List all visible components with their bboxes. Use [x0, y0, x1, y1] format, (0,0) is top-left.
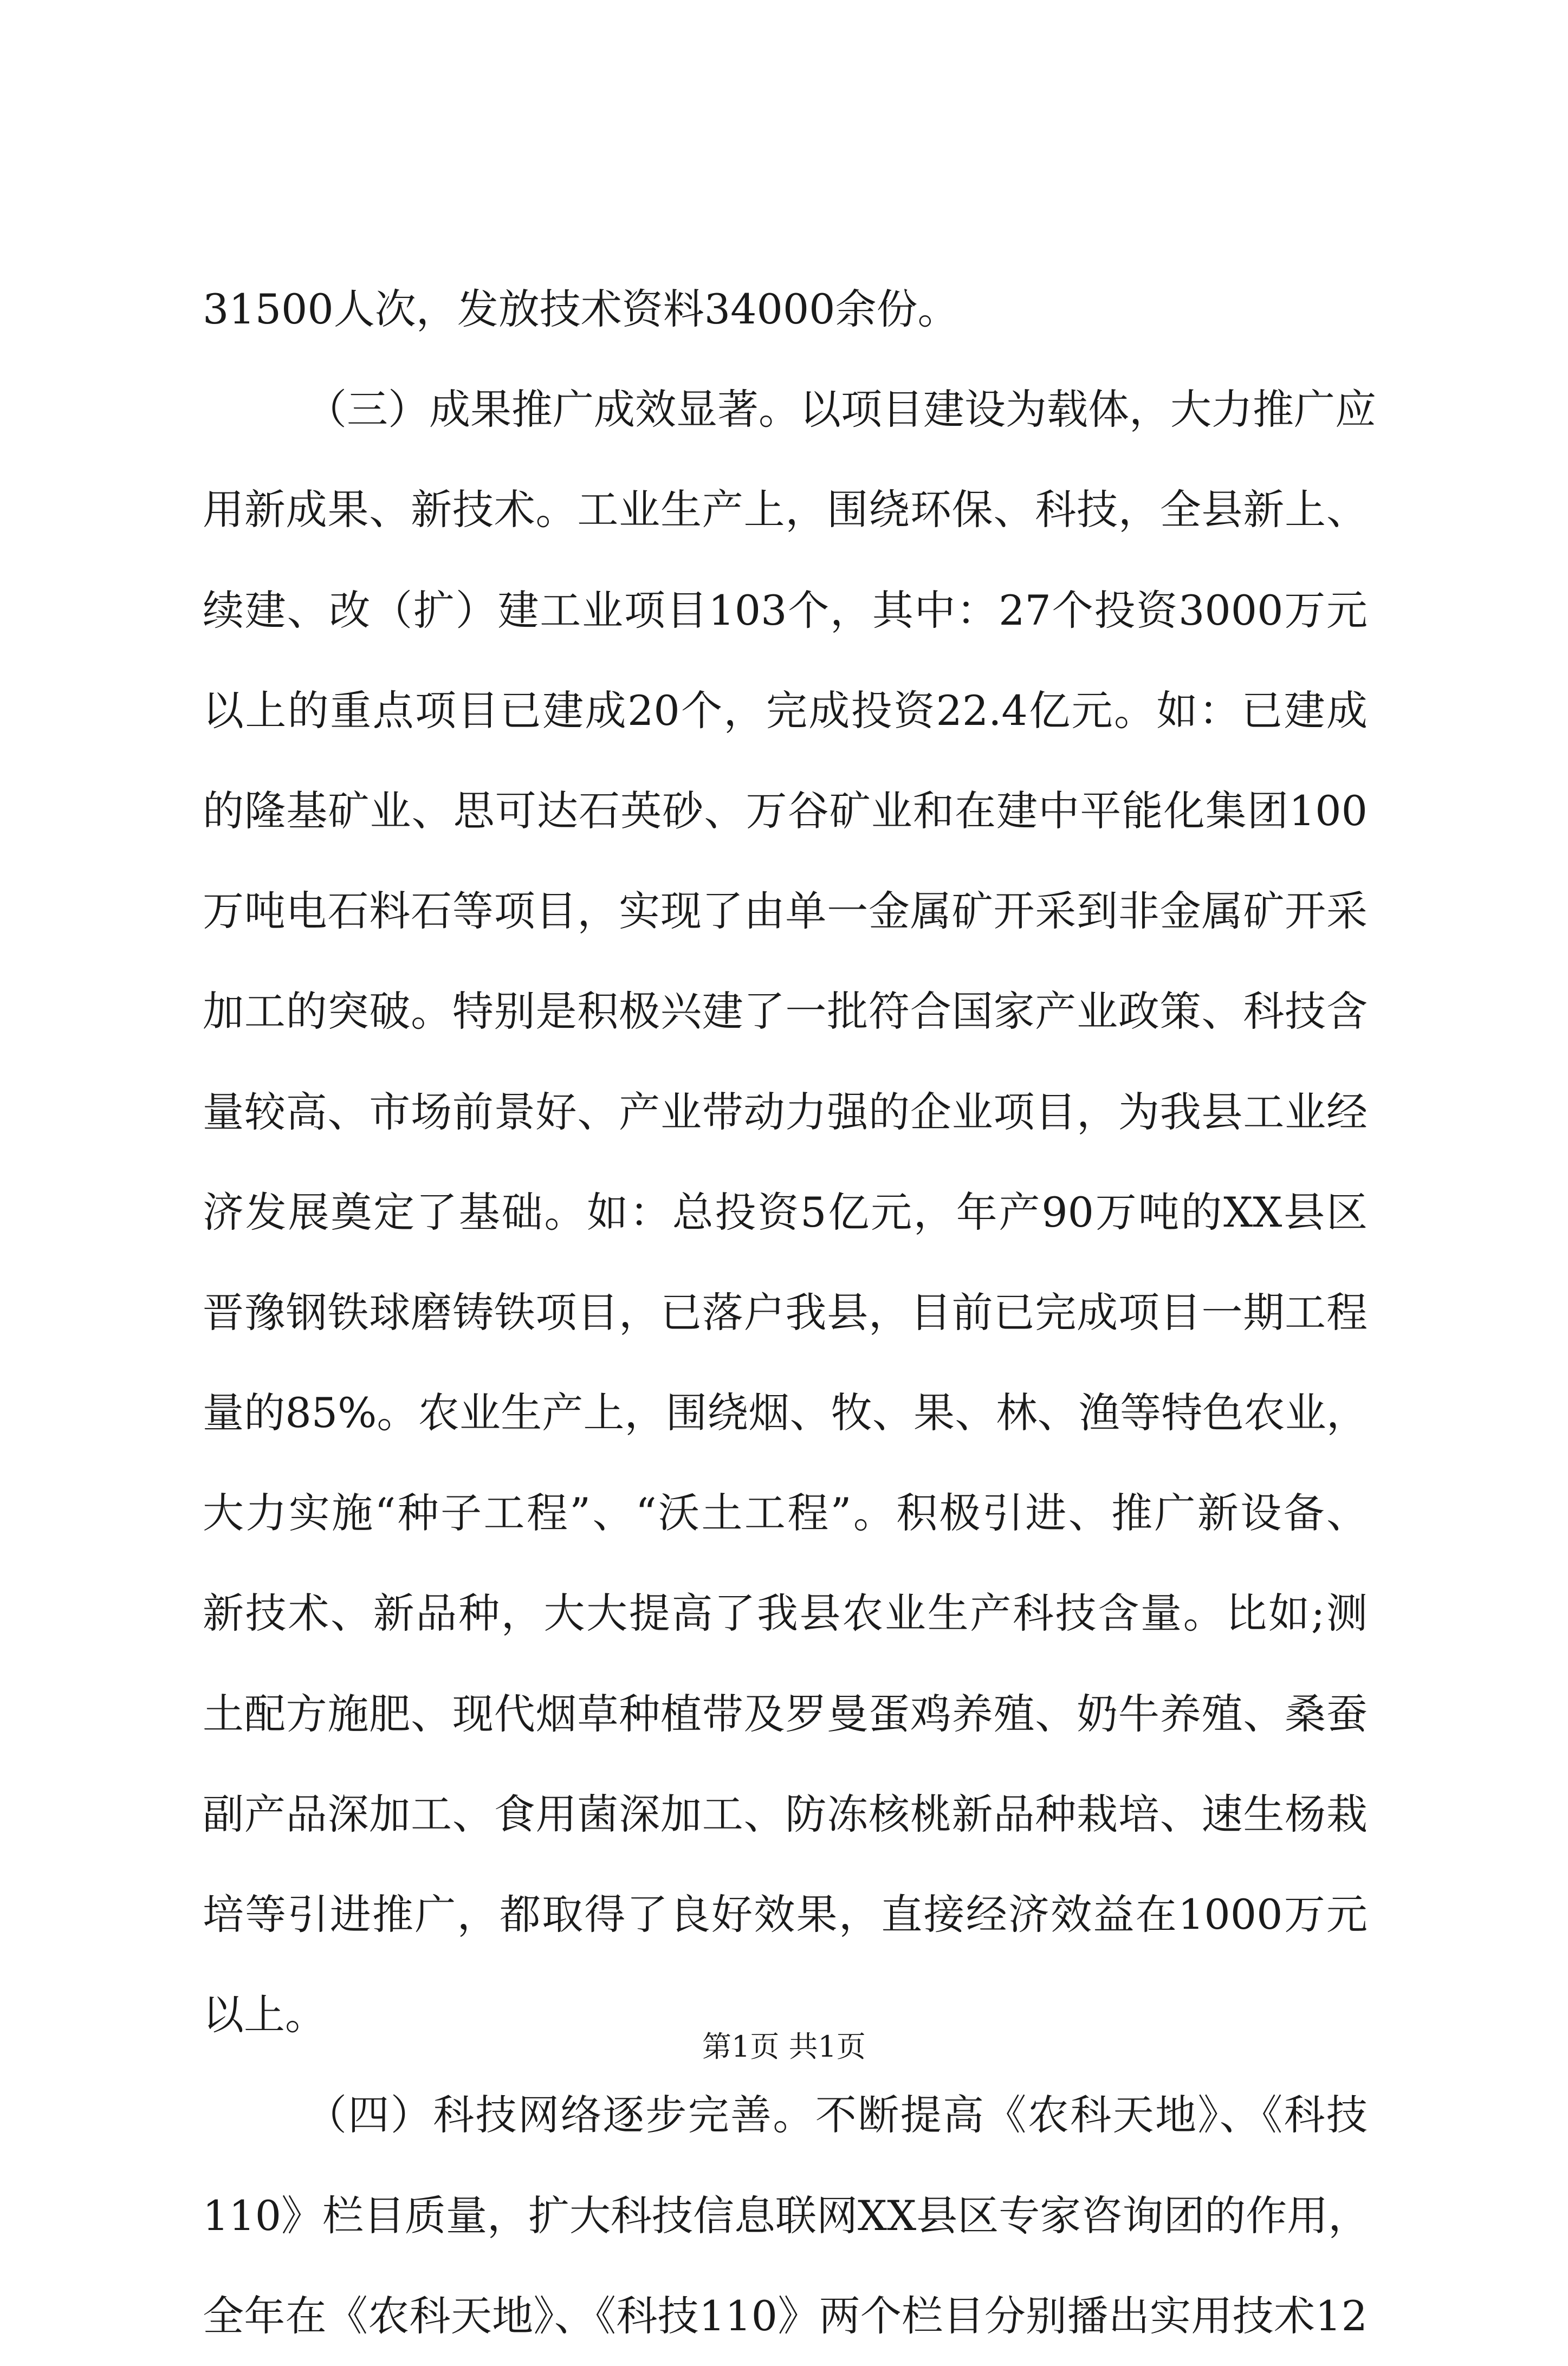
paragraph-line: 以上。 — [203, 1991, 326, 2039]
paragraph-line: 新技术、新品种，大大提高了我县农业生产科技含量。比如;测 — [203, 1589, 1368, 1638]
paragraph-line: 用新成果、新技术。工业生产上，围绕环保、科技，全县新上、 — [203, 485, 1368, 534]
paragraph-line: 110》栏目质量，扩大科技信息联网XX县区专家咨询团的作用， — [203, 2191, 1370, 2240]
paragraph-line: 全年在《农科天地》、《科技110》两个栏目分别播出实用技术12 — [203, 2291, 1368, 2340]
paragraph-line: （四）科技网络逐步完善。不断提高《农科天地》、《科技 — [306, 2091, 1368, 2140]
paragraph-line: 续建、改（扩）建工业项目103个，其中：27个投资3000万元 — [203, 586, 1368, 634]
paragraph-line: 量的85%。农业生产上，围绕烟、牧、果、林、渔等特色农业， — [203, 1389, 1368, 1437]
page-number-footer: 第1页 共1页 — [702, 2030, 866, 2064]
paragraph-line: 培等引进推广，都取得了良好效果，直接经济效益在1000万元 — [203, 1890, 1368, 1939]
paragraph-line: 晋豫钢铁球磨铸铁项目，已落户我县，目前已完成项目一期工程 — [203, 1288, 1368, 1337]
paragraph-line: 以上的重点项目已建成20个，完成投资22.4亿元。如：已建成 — [203, 686, 1368, 735]
paragraph-line: 济发展奠定了基础。如：总投资5亿元，年产90万吨的XX县区 — [203, 1188, 1368, 1236]
paragraph-line: 加工的突破。特别是积极兴建了一批符合国家产业政策、科技含 — [203, 987, 1368, 1036]
paragraph-line: 的隆基矿业、思可达石英砂、万谷矿业和在建中平能化集团100 — [203, 786, 1368, 835]
paragraph-line: 31500人次，发放技术资料34000余份。 — [203, 285, 959, 333]
paragraph-line: （三）成果推广成效显著。以项目建设为载体，大力推广应 — [306, 385, 1376, 434]
paragraph-line: 万吨电石料石等项目，实现了由单一金属矿开采到非金属矿开采 — [203, 887, 1368, 936]
paragraph-line: 土配方施肥、现代烟草种植带及罗曼蛋鸡养殖、奶牛养殖、桑蚕 — [203, 1689, 1368, 1738]
paragraph-line: 副产品深加工、食用菌深加工、防冻核桃新品种栽培、速生杨栽 — [203, 1790, 1368, 1838]
paragraph-line: 量较高、市场前景好、产业带动力强的企业项目，为我县工业经 — [203, 1087, 1368, 1136]
paragraph-line: 大力实施“种子工程”、“沃土工程”。积极引进、推广新设备、 — [203, 1489, 1368, 1538]
